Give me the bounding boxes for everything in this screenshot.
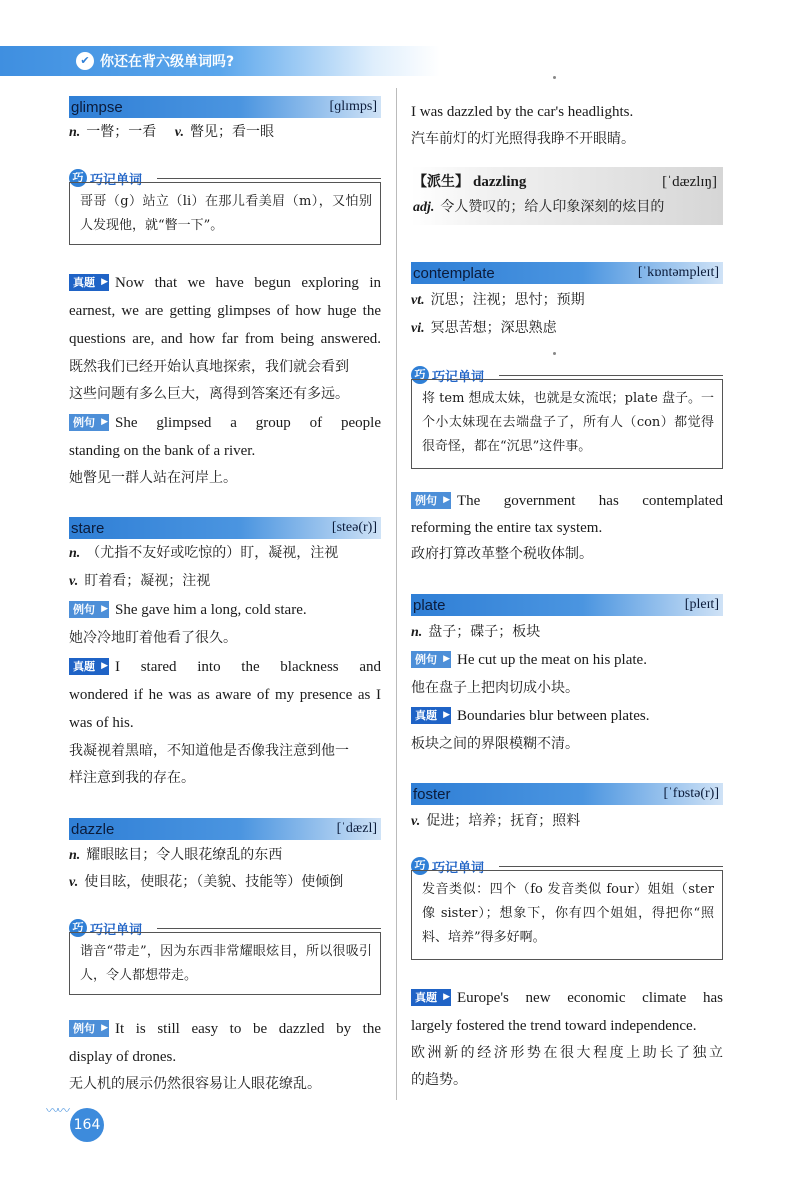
exam-line: 真题 ▶ Europe's new economic climate has [411, 988, 723, 1008]
definition-line: v. 盯着看；凝视；注视 [69, 573, 211, 589]
headword: contemplate [413, 264, 495, 282]
example-line: 例句 ▶ She gave him a long, cold stare. [69, 600, 381, 620]
memo-box [69, 918, 381, 998]
headword: glimpse [71, 98, 123, 116]
example-tag: 例句 ▶ [411, 651, 451, 668]
exam-line: questions are, and how far from being answered. [69, 331, 381, 347]
derivation-box [411, 167, 723, 225]
exam-translation: 既然我们已经开始认真地探索，我们就会看到 [69, 359, 349, 375]
exam-translation: 欧洲新的经济形势在很大程度上助长了独立 [411, 1045, 723, 1061]
exam-tag: 真题 ▶ [69, 658, 109, 675]
phonetic: [ˈfɒstə(r)] [663, 786, 719, 801]
phonetic: [ˈdæzlɪŋ] [662, 174, 717, 190]
exam-line: largely fostered the trend toward independence. [411, 1018, 697, 1034]
memo-icon: 巧 [411, 366, 429, 384]
page-number: 164 [70, 1108, 104, 1142]
exam-line: 真题 ▶ I stared into the blackness and [69, 657, 381, 677]
exam-translation: 样注意到我的存在。 [69, 770, 195, 786]
example-translation: 政府打算改革整个税收体制。 [411, 546, 593, 562]
phonetic: [pleɪt] [684, 597, 719, 612]
exam-translation: 的趋势。 [411, 1072, 467, 1088]
derived-word: dazzling [473, 174, 527, 190]
memo-icon: 巧 [69, 919, 87, 937]
headword-foster [411, 783, 723, 805]
phonetic: [ɡlɪmps] [329, 99, 377, 114]
exam-translation: 板块之间的界限模糊不清。 [411, 736, 579, 752]
column-divider [396, 88, 397, 1100]
exam-tag: 真题 ▶ [69, 274, 109, 291]
example-line: display of drones. [69, 1049, 177, 1065]
derive-label: 【派生】 [413, 174, 469, 190]
example-line: reforming the entire tax system. [411, 520, 603, 536]
definition-line: n. 耀眼眩目；令人眼花缭乱的东西 [69, 847, 283, 863]
headword: plate [413, 596, 446, 614]
memo-title: 巧记单词 [90, 922, 143, 938]
example-translation: 汽车前灯的灯光照得我睁不开眼睛。 [411, 131, 635, 147]
exam-translation: 这些问题有多么巨大，离得到答案还有多远。 [69, 386, 349, 402]
headword-plate [411, 594, 723, 616]
page-ornament: 〰〰 [46, 1104, 69, 1119]
phonetic: [ˈdæzl] [336, 821, 377, 836]
exam-line: wondered if he was as aware of my presence as I [69, 687, 381, 703]
definition-line: n. 一瞥；一看 v. 瞥见；看一眼 [69, 124, 274, 140]
example-translation: 他在盘子上把肉切成小块。 [411, 680, 579, 696]
example-line: I was dazzled by the car's headlights. [411, 104, 634, 120]
example-translation: 她瞥见一群人站在河岸上。 [69, 470, 237, 486]
exam-line: earnest, we are getting glimpses of how huge the [69, 303, 381, 319]
exam-line: 真题 ▶ Boundaries blur between plates. [411, 706, 723, 726]
headword: foster [413, 785, 451, 803]
example-line: 例句 ▶ He cut up the meat on his plate. [411, 650, 723, 670]
memo-text: 发音类似：四个（fo 发音类似 four）姐姐（ster 像 sister）；想象下，你有四个姐姐，得把你“照料、培养”得多好啊。 [411, 870, 723, 960]
memo-icon: 巧 [411, 857, 429, 875]
phonetic: [steə(r)] [331, 520, 377, 535]
definition-line: vi. 冥思苦想；深思熟虑 [411, 320, 557, 336]
memo-icon: 巧 [69, 169, 87, 187]
example-line: standing on the bank of a river. [69, 443, 256, 459]
example-line: 例句 ▶ It is still easy to be dazzled by the [69, 1019, 381, 1039]
memo-title: 巧记单词 [432, 369, 485, 385]
example-translation: 无人机的展示仍然很容易让人眼花缭乱。 [69, 1076, 321, 1092]
memo-box [411, 856, 723, 962]
example-tag: 例句 ▶ [69, 414, 109, 431]
example-tag: 例句 ▶ [411, 492, 451, 509]
definition-line: v. 促进；培养；抚育；照料 [411, 813, 581, 829]
example-tag: 例句 ▶ [69, 1020, 109, 1037]
exam-translation: 我凝视着黑暗，不知道他是否像我注意到他一 [69, 743, 349, 759]
example-translation: 她冷冷地盯着他看了很久。 [69, 630, 237, 646]
checkmark-icon: ✔ [76, 52, 94, 70]
memo-text: 将 tem 想成太妹，也就是女流氓；plate 盘子。一个小太妹现在去端盘子了，所有人（con）都觉得很奇怪，都在“沉思”这件事。 [411, 379, 723, 469]
header-title: 你还在背六级单词吗? [100, 54, 235, 70]
definition-line: adj. 令人赞叹的；给人印象深刻的炫目的 [413, 199, 665, 215]
memo-text: 谐音“带走”，因为东西非常耀眼炫目，所以很吸引人，令人都想带走。 [69, 932, 381, 995]
memo-box [411, 365, 723, 471]
headword: stare [71, 519, 105, 537]
headword-glimpse [69, 96, 381, 118]
phonetic: [ˈkɒntəmpleɪt] [637, 265, 719, 280]
memo-title: 巧记单词 [90, 172, 143, 188]
header-banner [0, 46, 440, 76]
example-line: 例句 ▶ The government has contemplated [411, 491, 723, 511]
example-tag: 例句 ▶ [69, 601, 109, 618]
definition-line: n. （尤指不友好或吃惊的）盯，凝视，注视 [69, 545, 339, 561]
definition-line: v. 使目眩，使眼花；（美貌、技能等）使倾倒 [69, 874, 344, 890]
memo-title: 巧记单词 [432, 860, 485, 876]
exam-tag: 真题 ▶ [411, 707, 451, 724]
example-line: 例句 ▶ She glimpsed a group of people [69, 413, 381, 433]
definition-line: n. 盘子；碟子；板块 [411, 624, 541, 640]
memo-box [69, 168, 381, 248]
definition-line: vt. 沉思；注视；思忖；预期 [411, 292, 585, 308]
exam-tag: 真题 ▶ [411, 989, 451, 1006]
memo-text: 哥哥（g）站立（li）在那儿看美眉（m），又怕别人发现他，就“瞥一下”。 [69, 182, 381, 245]
headword-stare [69, 517, 381, 539]
exam-line: 真题 ▶ Now that we have begun exploring in [69, 273, 381, 293]
exam-line: was of his. [69, 715, 134, 731]
headword: dazzle [71, 820, 115, 838]
headword-dazzle [69, 818, 381, 840]
headword-contemplate [411, 262, 723, 284]
